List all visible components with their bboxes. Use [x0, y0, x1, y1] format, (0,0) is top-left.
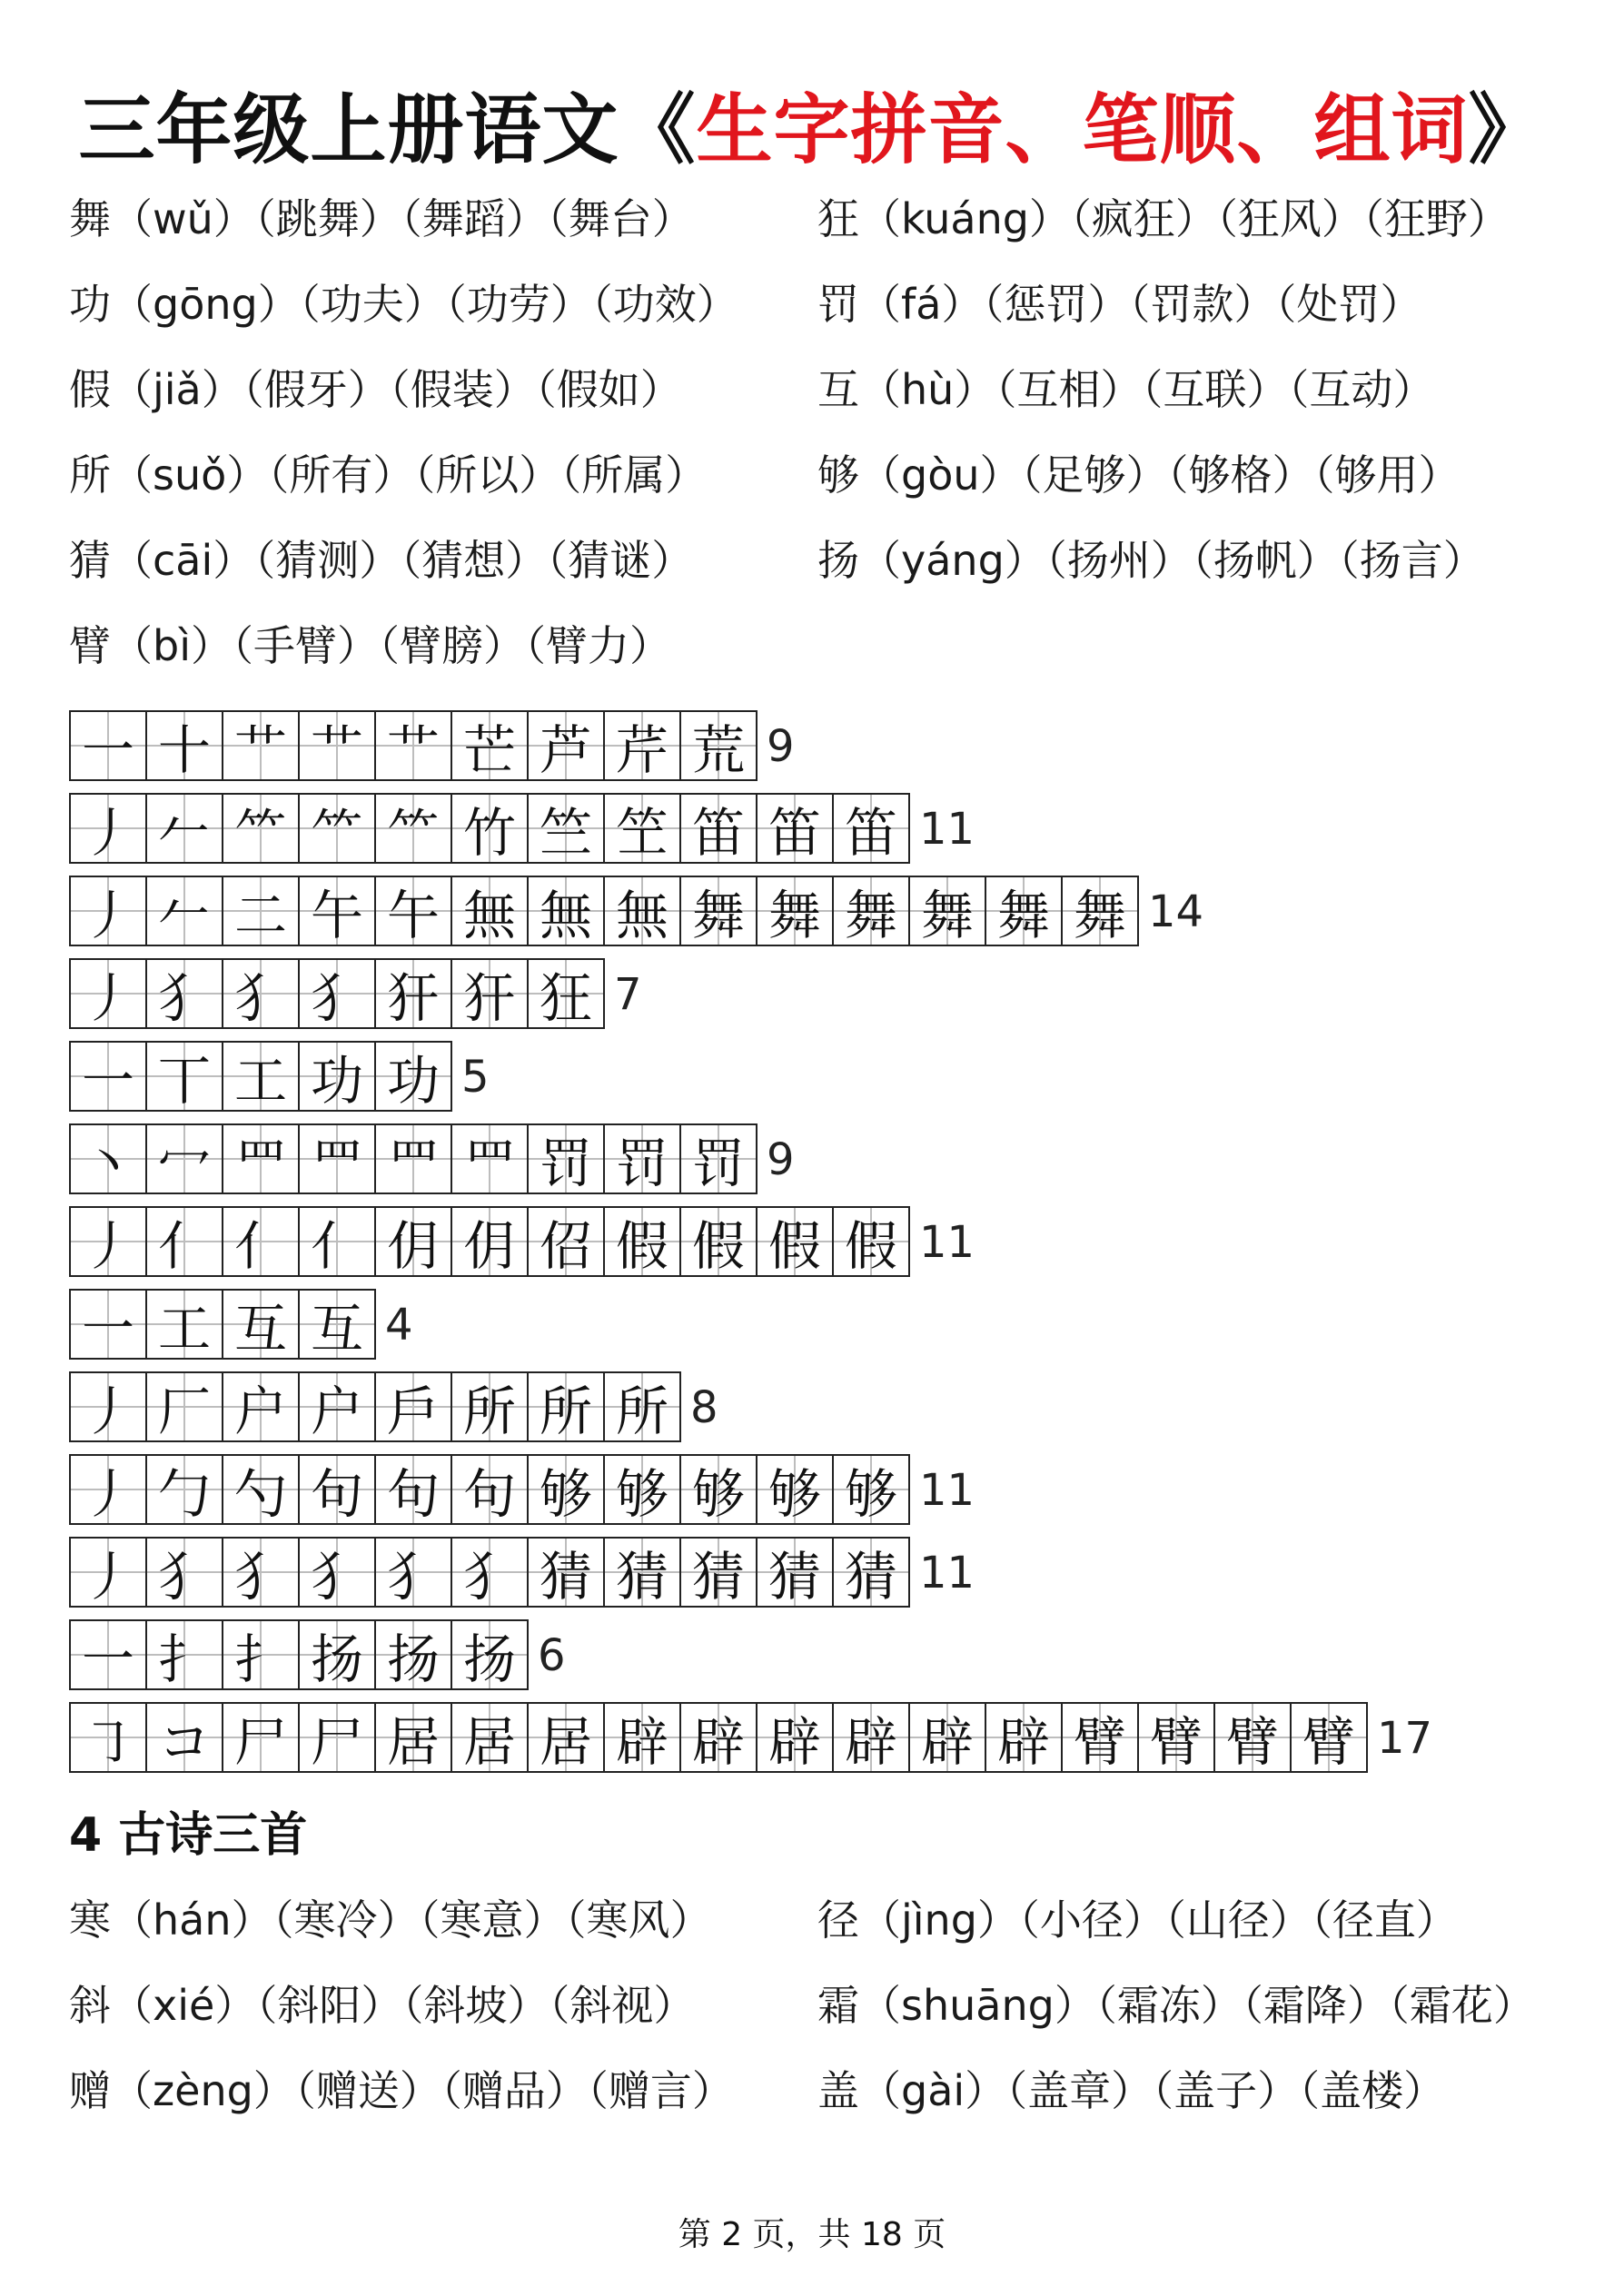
stroke-step-cell: 猜: [834, 1539, 908, 1606]
vocab-char: 猜: [69, 536, 111, 585]
stroke-step-cell: 芹: [605, 712, 681, 779]
vocab-entry: [817, 1973, 1535, 2033]
vocab-words: （假牙）（假装）（假如）: [243, 365, 682, 414]
tianzige-grid: [69, 793, 910, 864]
stroke-step-cell: 勹: [147, 1456, 223, 1523]
stroke-step-cell: 丿: [71, 1373, 147, 1440]
vocab-pinyin: （wǔ）: [111, 194, 255, 243]
stroke-step-cell: 無: [529, 877, 605, 945]
stroke-step-cell: 辟: [910, 1704, 986, 1771]
stroke-step-cell: 臂: [1215, 1704, 1292, 1771]
stroke-step-cell: 扬: [300, 1621, 376, 1688]
stroke-count: 11: [919, 1465, 975, 1516]
vocab-entry: [817, 186, 1510, 246]
stroke-step-cell: 尸: [300, 1704, 376, 1771]
stroke-step-cell: 居: [529, 1704, 605, 1771]
tianzige-grid: [69, 958, 605, 1029]
stroke-step-cell: 亻: [300, 1208, 376, 1275]
stroke-step-cell: 句: [452, 1456, 529, 1523]
title-red: 生字拼音、笔顺、组词: [696, 85, 1469, 174]
stroke-step-cell: 𠂉: [147, 795, 223, 862]
stroke-step-cell: 够: [605, 1456, 681, 1523]
stroke-step-cell: 臂: [1292, 1704, 1366, 1771]
stroke-step-cell: 猜: [758, 1539, 834, 1606]
stroke-step-cell: 丅: [147, 1043, 223, 1110]
vocab-row: [69, 272, 1595, 357]
stroke-step-cell: 罒: [300, 1125, 376, 1193]
stroke-step-cell: ⺮: [376, 795, 452, 862]
stroke-step-cell: 笛: [758, 795, 834, 862]
stroke-step-cell: 臂: [1063, 1704, 1139, 1771]
vocab-entry: [817, 442, 1461, 502]
vocab-words: （小径）（山径）（径直）: [1018, 1895, 1458, 1945]
stroke-step-cell: 辟: [834, 1704, 910, 1771]
stroke-step-cell: 艹: [376, 712, 452, 779]
vocab-pinyin: （yáng）: [859, 536, 1046, 585]
stroke-step-cell: 假: [834, 1208, 908, 1275]
stroke-count: 6: [538, 1630, 566, 1681]
stroke-step-cell: 十: [147, 712, 223, 779]
stroke-step-cell: 亻: [147, 1208, 223, 1275]
stroke-step-cell: 丶: [71, 1125, 147, 1193]
stroke-step-cell: 冖: [147, 1125, 223, 1193]
stroke-step-cell: 居: [376, 1704, 452, 1771]
stroke-step-cell: 够: [529, 1456, 605, 1523]
stroke-step-cell: 功: [376, 1043, 451, 1110]
vocab-words: （猜测）（猜想）（猜谜）: [254, 536, 694, 585]
vocab-entry: [69, 442, 707, 502]
stroke-step-cell: 辟: [681, 1704, 758, 1771]
tianzige-grid: [69, 1702, 1368, 1773]
stroke-step-cell: 竺: [529, 795, 605, 862]
stroke-count: 11: [919, 1217, 975, 1268]
vocab-char: 互: [817, 365, 859, 414]
vocab-pinyin: （gōng）: [111, 280, 300, 329]
stroke-step-cell: 竹: [452, 795, 529, 862]
vocab-row: [69, 613, 1595, 698]
stroke-step-cell: ㇆: [71, 1704, 147, 1771]
stroke-count: 11: [919, 804, 975, 855]
stroke-step-cell: 舞: [834, 877, 910, 945]
stroke-step-cell: 所: [529, 1373, 605, 1440]
stroke-step-cell: 舞: [681, 877, 758, 945]
stroke-step-cell: 罚: [681, 1125, 756, 1193]
title-close: 》: [1468, 85, 1546, 174]
stroke-step-cell: 功: [300, 1043, 376, 1110]
vocab-words: （互相）（互联）（互动）: [995, 365, 1435, 414]
vocab-pinyin: （suǒ）: [111, 450, 269, 500]
vocab-row: [69, 1887, 1595, 1973]
vocab-entry: [69, 272, 738, 332]
vocab-pinyin: （xié）: [111, 1981, 257, 2030]
stroke-step-cell: 罒: [452, 1125, 529, 1193]
stroke-step-cell: 犴: [452, 960, 529, 1027]
stroke-step-cell: 假: [681, 1208, 758, 1275]
stroke-step-cell: 二: [223, 877, 300, 945]
vocab-char: 赠: [69, 2066, 111, 2115]
stroke-step-cell: ⺮: [223, 795, 300, 862]
stroke-step-cell: 所: [452, 1373, 529, 1440]
stroke-step-cell: 互: [223, 1291, 300, 1358]
vocab-row: [69, 2058, 1595, 2143]
stroke-step-cell: 罚: [605, 1125, 681, 1193]
vocab-char: 寒: [69, 1895, 111, 1945]
vocab-char: 盖: [817, 2066, 859, 2115]
stroke-step-cell: 假: [758, 1208, 834, 1275]
stroke-step-cell: 芦: [529, 712, 605, 779]
stroke-step-cell: 艹: [223, 712, 300, 779]
tianzige-grid: [69, 710, 758, 781]
tianzige-grid: [69, 1123, 758, 1194]
stroke-step-cell: 犭: [452, 1539, 529, 1606]
vocab-char: 径: [817, 1895, 859, 1945]
stroke-count: 11: [919, 1548, 975, 1598]
vocab-words: （疯狂）（狂风）（狂野）: [1070, 194, 1510, 243]
stroke-count: 7: [614, 969, 642, 1020]
vocab-pinyin: （bì）: [111, 621, 233, 670]
vocab-pinyin: （shuāng）: [859, 1981, 1096, 2030]
vocab-entry: [69, 528, 693, 588]
stroke-step-cell: 荒: [681, 712, 756, 779]
stroke-step-cell: 辟: [986, 1704, 1063, 1771]
vocab-pinyin: （hán）: [111, 1895, 273, 1945]
vocab-words: （跳舞）（舞蹈）（舞台）: [254, 194, 694, 243]
stroke-step-cell: 勺: [223, 1456, 300, 1523]
stroke-step-cell: 一: [71, 1621, 147, 1688]
stroke-step-cell: 無: [452, 877, 529, 945]
stroke-step-cell: 尸: [223, 1704, 300, 1771]
stroke-step-cell: 扌: [223, 1621, 300, 1688]
vocab-char: 斜: [69, 1981, 111, 2030]
stroke-step-cell: 句: [376, 1456, 452, 1523]
stroke-step-cell: 艹: [300, 712, 376, 779]
stroke-step-cell: ⺮: [300, 795, 376, 862]
tianzige-grid: [69, 1206, 910, 1277]
stroke-step-cell: コ: [147, 1704, 223, 1771]
vocab-list-1: [69, 186, 1595, 698]
stroke-step-cell: 居: [452, 1704, 529, 1771]
stroke-step-cell: 犭: [223, 960, 300, 1027]
vocab-char: 所: [69, 450, 111, 500]
stroke-step-cell: 犭: [376, 1539, 452, 1606]
vocab-char: 霜: [817, 1981, 859, 2030]
vocab-pinyin: （hù）: [859, 365, 996, 414]
stroke-step-cell: 辟: [758, 1704, 834, 1771]
stroke-step-cell: 犭: [300, 960, 376, 1027]
tianzige-grid: [69, 1454, 910, 1525]
stroke-count: 5: [461, 1052, 490, 1103]
vocab-pinyin: （gài）: [859, 2066, 1007, 2115]
stroke-step-cell: 猜: [605, 1539, 681, 1606]
vocab-pinyin: （jiǎ）: [111, 365, 243, 414]
tianzige-grid: [69, 1289, 376, 1360]
vocab-entry: [69, 613, 671, 673]
stroke-step-cell: 猜: [681, 1539, 758, 1606]
vocab-words: （霜冻）（霜降）（霜花）: [1095, 1981, 1535, 2030]
section-title: 4 古诗三首: [69, 1808, 308, 1863]
vocab-words: （斜阳）（斜坡）（斜视）: [256, 1981, 696, 2030]
vocab-pinyin: （kuáng）: [859, 194, 1071, 243]
vocab-list-2: [69, 1887, 1595, 2143]
stroke-step-cell: 户: [300, 1373, 376, 1440]
stroke-step-cell: 工: [223, 1043, 300, 1110]
vocab-pinyin: （fá）: [859, 280, 984, 329]
vocab-char: 假: [69, 365, 111, 414]
stroke-step-cell: 够: [681, 1456, 758, 1523]
stroke-step-cell: 句: [300, 1456, 376, 1523]
stroke-step-cell: 工: [147, 1291, 223, 1358]
stroke-step-cell: 丿: [71, 877, 147, 945]
stroke-step-cell: 犭: [147, 1539, 223, 1606]
stroke-step-cell: 户: [223, 1373, 300, 1440]
vocab-entry: [817, 357, 1434, 417]
vocab-char: 舞: [69, 194, 111, 243]
vocab-entry: [69, 357, 682, 417]
stroke-step-cell: 芒: [452, 712, 529, 779]
stroke-step-cell: 戶: [376, 1373, 452, 1440]
vocab-pinyin: （gòu）: [859, 450, 1022, 500]
stroke-step-cell: 一: [71, 1043, 147, 1110]
vocab-row: [69, 186, 1595, 272]
stroke-step-cell: 臂: [1139, 1704, 1215, 1771]
stroke-step-cell: 仴: [376, 1208, 452, 1275]
stroke-step-cell: 扬: [452, 1621, 527, 1688]
vocab-words: （所有）（所以）（所属）: [268, 450, 708, 500]
title-black: 三年级上册语文《: [78, 85, 697, 174]
stroke-step-cell: 够: [834, 1456, 908, 1523]
stroke-step-cell: 一: [71, 712, 147, 779]
stroke-step-cell: 丿: [71, 795, 147, 862]
vocab-row: [69, 442, 1595, 528]
tianzige-grid: [69, 1619, 529, 1690]
tianzige-grid: [69, 876, 1139, 946]
tianzige-grid: [69, 1371, 681, 1442]
stroke-step-cell: 丿: [71, 960, 147, 1027]
stroke-count: 8: [690, 1382, 718, 1433]
stroke-step-cell: 犭: [147, 960, 223, 1027]
vocab-row: [69, 1973, 1595, 2058]
stroke-step-cell: 笛: [834, 795, 908, 862]
vocab-words: （寒冷）（寒意）（寒风）: [272, 1895, 712, 1945]
stroke-step-cell: 假: [605, 1208, 681, 1275]
tianzige-grid: [69, 1041, 452, 1112]
vocab-char: 扬: [817, 536, 859, 585]
stroke-count: 4: [385, 1300, 413, 1351]
vocab-entry: [69, 2058, 734, 2118]
stroke-step-cell: 舞: [1063, 877, 1137, 945]
vocab-pinyin: （zèng）: [111, 2066, 295, 2115]
stroke-step-cell: 犭: [223, 1539, 300, 1606]
stroke-step-cell: 辟: [605, 1704, 681, 1771]
vocab-row: [69, 357, 1595, 442]
stroke-count: 14: [1148, 886, 1204, 937]
stroke-step-cell: 舞: [910, 877, 986, 945]
stroke-step-cell: 亻: [223, 1208, 300, 1275]
vocab-char: 够: [817, 450, 859, 500]
tianzige-grid: [69, 1537, 910, 1608]
vocab-char: 狂: [817, 194, 859, 243]
stroke-step-cell: 丿: [71, 1539, 147, 1606]
vocab-words: （手臂）（臂膀）（臂力）: [232, 621, 671, 670]
stroke-step-cell: 犴: [376, 960, 452, 1027]
vocab-entry: [69, 186, 694, 246]
vocab-words: （足够）（够格）（够用）: [1021, 450, 1461, 500]
stroke-step-cell: 猜: [529, 1539, 605, 1606]
vocab-entry: [69, 1887, 712, 1947]
vocab-words: （功夫）（功劳）（功效）: [299, 280, 738, 329]
stroke-step-cell: 罒: [223, 1125, 300, 1193]
vocab-char: 臂: [69, 621, 111, 670]
vocab-pinyin: （jìng）: [859, 1895, 1019, 1945]
stroke-step-cell: 仴: [452, 1208, 529, 1275]
stroke-step-cell: 罚: [529, 1125, 605, 1193]
stroke-step-cell: 罒: [376, 1125, 452, 1193]
stroke-step-cell: 互: [300, 1291, 374, 1358]
stroke-step-cell: 所: [605, 1373, 679, 1440]
stroke-step-cell: 厂: [147, 1373, 223, 1440]
vocab-entry: [817, 1887, 1458, 1947]
page-footer: 第 2 页，共 18 页: [678, 2216, 946, 2253]
stroke-step-cell: 笁: [605, 795, 681, 862]
stroke-step-cell: 無: [605, 877, 681, 945]
stroke-step-cell: 丿: [71, 1208, 147, 1275]
vocab-words: （盖章）（盖子）（盖楼）: [1006, 2066, 1446, 2115]
stroke-step-cell: 犭: [300, 1539, 376, 1606]
stroke-count: 9: [767, 721, 795, 772]
stroke-count: 17: [1377, 1713, 1433, 1764]
stroke-step-cell: 𠂉: [147, 877, 223, 945]
stroke-step-cell: 狂: [529, 960, 603, 1027]
stroke-step-cell: 一: [71, 1291, 147, 1358]
vocab-words: （赠送）（赠品）（赠言）: [294, 2066, 734, 2115]
vocab-entry: [817, 272, 1421, 332]
stroke-count: 9: [767, 1134, 795, 1185]
vocab-row: [69, 528, 1595, 613]
vocab-entry: [817, 528, 1485, 588]
stroke-step-cell: 笛: [681, 795, 758, 862]
stroke-step-cell: 午: [300, 877, 376, 945]
vocab-entry: [69, 1973, 695, 2033]
stroke-step-cell: 丿: [71, 1456, 147, 1523]
vocab-char: 功: [69, 280, 111, 329]
vocab-words: （扬州）（扬帆）（扬言）: [1045, 536, 1485, 585]
stroke-step-cell: 扬: [376, 1621, 452, 1688]
stroke-step-cell: 舞: [758, 877, 834, 945]
stroke-step-cell: 午: [376, 877, 452, 945]
stroke-step-cell: 扌: [147, 1621, 223, 1688]
stroke-step-cell: 舞: [986, 877, 1063, 945]
vocab-char: 罚: [817, 280, 859, 329]
stroke-step-cell: 佋: [529, 1208, 605, 1275]
vocab-entry: [817, 2058, 1445, 2118]
stroke-step-cell: 够: [758, 1456, 834, 1523]
vocab-pinyin: （cāi）: [111, 536, 255, 585]
page-title: [0, 69, 1624, 179]
vocab-words: （惩罚）（罚款）（处罚）: [983, 280, 1422, 329]
